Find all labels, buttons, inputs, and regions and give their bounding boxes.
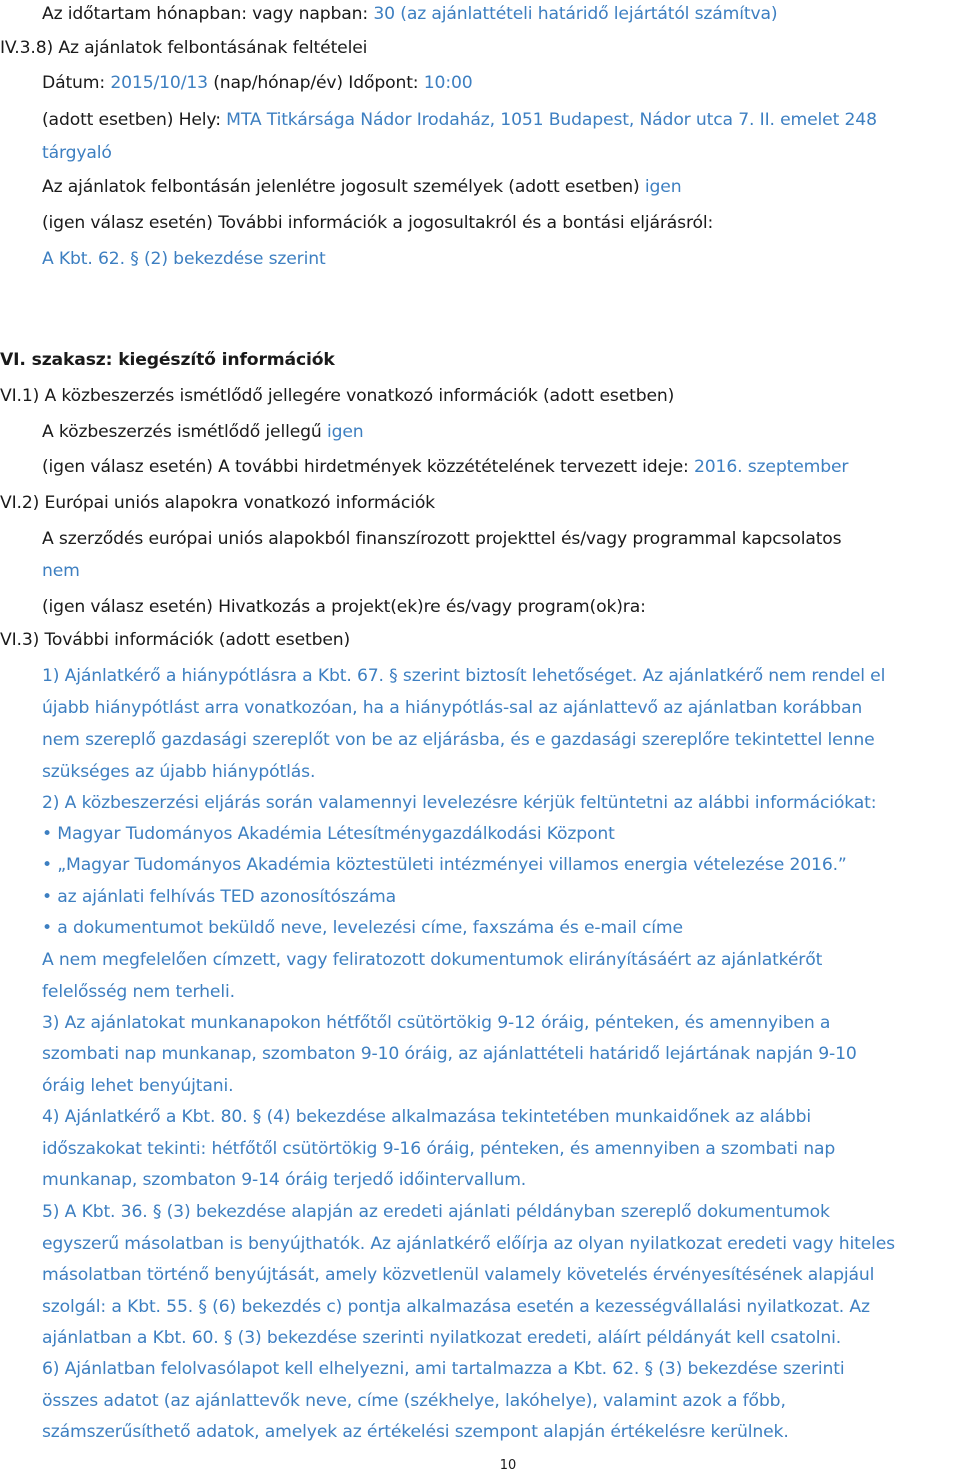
info-text-line: 6) Ajánlatban felolvasólapot kell elhelyezni, ami tartalmazza a Kbt. 62. § (3) bekezdése szerinti	[42, 1359, 845, 1379]
eu-reference-line: (igen válasz esetén) Hivatkozás a projekt(ek)re és/vagy program(ok)ra:	[42, 597, 646, 617]
attendance-info-line: (igen válasz esetén) További információk a jogosultakról és a bontási eljárásról:	[42, 213, 714, 233]
info-text-line: egyszerű másolatban is benyújthatók. Az ajánlatkérő előírja az olyan nyilatkozat eredeti vagy hiteles	[42, 1234, 895, 1254]
page-number: 10	[499, 1458, 517, 1473]
location-line-cont: tárgyaló	[42, 143, 112, 163]
info-text-line: időszakokat tekinti: hétfőtől csütörtökig 9-16 óráig, pénteken, és amennyiben a szombati nap	[42, 1139, 836, 1159]
attendance-line: Az ajánlatok felbontásán jelenlétre jogosult személyek (adott esetben) igen	[42, 177, 682, 197]
info-text-line: 5) A Kbt. 36. § (3) bekezdése alapján az eredeti ajánlati példányban szereplő dokumentumok	[42, 1202, 830, 1222]
eu-funds-line: A szerződés európai uniós alapokból finanszírozott projekttel és/vagy programmal kapcsolatos	[42, 529, 842, 549]
info-text-line: összes adatot (az ajánlattevők neve, címe (székhelye, lakóhelye), valamint azok a főbb,	[42, 1391, 786, 1411]
location-line: (adott esetben) Hely: MTA Titkársága Nádor Irodaház, 1051 Budapest, Nádor utca 7. II. emelet 248	[42, 110, 877, 130]
recurring-line: A közbeszerzés ismétlődő jellegű igen	[42, 422, 364, 442]
duration-line: Az időtartam hónapban: vagy napban: 30 (az ajánlattételi határidő lejártától számítva)	[42, 4, 778, 24]
info-text-line: szolgál: a Kbt. 55. § (6) bekezdés c) pontja alkalmazása esetén a kezességvállalási nyilatkozat. Az	[42, 1297, 870, 1317]
date-line: Dátum: 2015/10/13 (nap/hónap/év) Időpont: 10:00	[42, 73, 473, 93]
info-text-line: 4) Ajánlatkérő a Kbt. 80. § (4) bekezdése alkalmazása tekintetében munkaidőnek az alábbi	[42, 1107, 811, 1127]
bullet-item: • Magyar Tudományos Akadémia Létesítménygazdálkodási Központ	[42, 824, 615, 844]
recurring-date-line: (igen válasz esetén) A további hirdetmények közzétételének tervezett ideje: 2016. szeptember	[42, 457, 849, 477]
info-text-line: szükséges az újabb hiánypótlás.	[42, 762, 316, 782]
info-text-line: szombati nap munkanap, szombaton 9-10 óráig, az ajánlattételi határidő lejártának napján 9-10	[42, 1044, 857, 1064]
section-heading: IV.3.8) Az ajánlatok felbontásának feltételei	[0, 38, 368, 58]
subsection-heading: VI.2) Európai uniós alapokra vonatkozó információk	[0, 493, 435, 513]
info-text-line: munkanap, szombaton 9-14 óráig terjedő időintervallum.	[42, 1170, 527, 1190]
subsection-heading: VI.1) A közbeszerzés ismétlődő jellegére vonatkozó információk (adott esetben)	[0, 386, 675, 406]
info-text-line: ajánlatban a Kbt. 60. § (3) bekezdése szerinti nyilatkozat eredeti, aláírt példányát kell csatolni.	[42, 1328, 842, 1348]
info-text-line: 2) A közbeszerzési eljárás során valamennyi levelezésre kérjük feltüntetni az alábbi információkat:	[42, 793, 877, 813]
subsection-heading: VI.3) További információk (adott esetben)	[0, 630, 351, 650]
bullet-item: • „Magyar Tudományos Akadémia köztestületi intézményei villamos energia vételezése 2016.”	[42, 855, 847, 875]
info-text-line: óráig lehet benyújtani.	[42, 1076, 234, 1096]
attendance-info-value: A Kbt. 62. § (2) bekezdése szerint	[42, 249, 326, 269]
info-text-line: 1) Ajánlatkérő a hiánypótlásra a Kbt. 67. § szerint biztosít lehetőséget. Az ajánlatkérő nem rendel el	[42, 666, 886, 686]
info-text-line: másolatban történő benyújtását, amely közvetlenül valamely követelés érvényesítésének alapjául	[42, 1265, 875, 1285]
info-text-line: számszerűsíthető adatok, amelyek az értékelési szempont alapján értékelésre kerülnek.	[42, 1422, 789, 1442]
section-title: VI. szakasz: kiegészítő információk	[0, 350, 335, 370]
bullet-item: • a dokumentumot beküldő neve, levelezési címe, faxszáma és e-mail címe	[42, 918, 683, 938]
info-text-line: újabb hiánypótlást arra vonatkozóan, ha a hiánypótlás-sal az ajánlattevő az ajánlatban korábban	[42, 698, 863, 718]
info-text-line: A nem megfelelően címzett, vagy feliratozott dokumentumok elirányításáért az ajánlatkérőt	[42, 950, 823, 970]
info-text-line: 3) Az ajánlatokat munkanapokon hétfőtől csütörtökig 9-12 óráig, pénteken, és amennyiben a	[42, 1013, 831, 1033]
bullet-item: • az ajánlati felhívás TED azonosítószáma	[42, 887, 396, 907]
eu-funds-value: nem	[42, 561, 80, 581]
info-text-line: felelősség nem terheli.	[42, 982, 235, 1002]
info-text-line: nem szereplő gazdasági szereplőt von be az eljárásba, és e gazdasági szereplőre tekintettel lenne	[42, 730, 875, 750]
